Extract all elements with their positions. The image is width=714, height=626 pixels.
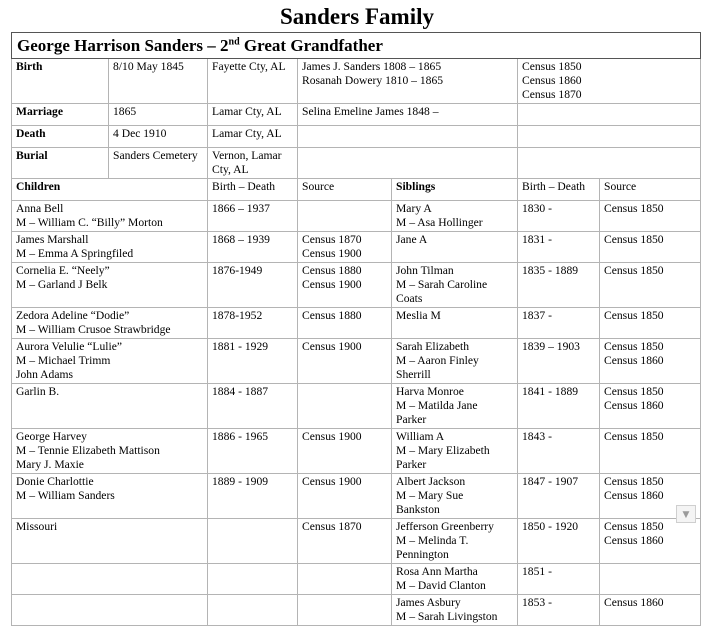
- sibling-source-line: Census 1850: [604, 233, 664, 246]
- sibling-source: [600, 429, 701, 474]
- sibling-name-line: Rosa Ann Martha: [396, 565, 478, 578]
- child-dates: [208, 519, 298, 564]
- sibling-dates: 1850 - 1920: [518, 519, 600, 564]
- sibling-source-line: Census 1860: [604, 489, 664, 502]
- sibling-name-line: M – Mary Elizabeth: [396, 444, 490, 457]
- sibling-source: [600, 201, 701, 232]
- child-source: [298, 384, 392, 429]
- child-source-line: Census 1900: [302, 247, 362, 260]
- child-source: [298, 519, 392, 564]
- sibling-source-line: Census 1850: [604, 264, 664, 277]
- child-name-line: Anna Bell: [16, 202, 64, 215]
- table-row: [12, 339, 701, 384]
- child-name-line: Missouri: [16, 520, 58, 533]
- child-name-line: Garlin B.: [16, 385, 60, 398]
- sibling-name-line: M – Sarah Livingston: [396, 610, 498, 623]
- table-row: [12, 564, 701, 595]
- fact-row: [12, 126, 701, 148]
- child-source-line: Census 1870: [302, 520, 362, 533]
- child-dates: [208, 595, 298, 626]
- fact-detail-line: Rosanah Dowery 1810 – 1865: [302, 74, 444, 87]
- child-source-line: Census 1900: [302, 340, 362, 353]
- sibling-name-line: Parker: [396, 458, 427, 471]
- sibling-source: [600, 519, 701, 564]
- table-row: [12, 232, 701, 263]
- sibling-dates: 1830 -: [518, 201, 600, 232]
- child-source-line: Census 1880: [302, 264, 362, 277]
- sibling-source: [600, 595, 701, 626]
- sibling-name-line: M – Melinda T.: [396, 534, 469, 547]
- fact-place: Lamar Cty, AL: [208, 104, 298, 126]
- child-dates: 1878-1952: [208, 308, 298, 339]
- fact-date: Sanders Cemetery: [109, 148, 208, 179]
- child-name-line: Mary J. Maxie: [16, 458, 84, 471]
- sibling-source: [600, 384, 701, 429]
- sibling-name-line: James Asbury: [396, 596, 461, 609]
- child-name-line: M – Tennie Elizabeth Mattison: [16, 444, 160, 457]
- fact-row: [12, 104, 701, 126]
- sibling-source: [600, 232, 701, 263]
- child-name-line: M – William C. “Billy” Morton: [16, 216, 163, 229]
- child-name: [12, 595, 208, 626]
- child-name-line: M – William Crusoe Strawbridge: [16, 323, 171, 336]
- sibling-dates: 1847 - 1907: [518, 474, 600, 519]
- sibling-dates: 1835 - 1889: [518, 263, 600, 308]
- sibling-source: [600, 339, 701, 384]
- child-source: [298, 232, 392, 263]
- child-dates: 1889 - 1909: [208, 474, 298, 519]
- child-dates: [208, 564, 298, 595]
- child-source: [298, 429, 392, 474]
- child-dates: 1868 – 1939: [208, 232, 298, 263]
- sibling-source-line: Census 1850: [604, 202, 664, 215]
- sibling-name: [392, 308, 518, 339]
- chevron-down-icon[interactable]: ▼: [676, 505, 696, 523]
- fact-detail: [298, 148, 518, 179]
- fact-source-line: Census 1870: [522, 88, 582, 101]
- child-name-line: M – Garland J Belk: [16, 278, 108, 291]
- table-row: [12, 519, 701, 564]
- child-source: [298, 263, 392, 308]
- sibling-name-line: Bankston: [396, 503, 440, 516]
- fact-row: [12, 148, 701, 179]
- sibling-name: [392, 564, 518, 595]
- child-name-line: James Marshall: [16, 233, 89, 246]
- child-source-line: Census 1900: [302, 475, 362, 488]
- sibling-name: [392, 339, 518, 384]
- fact-source-line: Census 1860: [522, 74, 582, 87]
- child-source: [298, 595, 392, 626]
- child-source-line: Census 1870: [302, 233, 362, 246]
- child-source: [298, 564, 392, 595]
- child-source-line: Census 1900: [302, 278, 362, 291]
- sibling-dates: 1839 – 1903: [518, 339, 600, 384]
- sibling-name-line: Harva Monroe: [396, 385, 464, 398]
- sibling-name: [392, 519, 518, 564]
- fact-source: [518, 59, 701, 104]
- child-name: [12, 201, 208, 232]
- sibling-dates: 1843 -: [518, 429, 600, 474]
- sibling-name: [392, 429, 518, 474]
- fact-detail: [298, 59, 518, 104]
- fact-source: [518, 126, 701, 148]
- child-name: [12, 564, 208, 595]
- fact-date: 8/10 May 1845: [109, 59, 208, 104]
- fact-source-line: Census 1850: [522, 60, 582, 73]
- page-title: Sanders Family: [280, 4, 434, 29]
- sibling-name-line: Mary A: [396, 202, 432, 215]
- child-name-line: Aurora Velulie “Lulie”: [16, 340, 123, 353]
- sibling-name-line: M – David Clanton: [396, 579, 486, 592]
- sibling-dates: 1837 -: [518, 308, 600, 339]
- fact-label: Death: [12, 126, 109, 148]
- sibling-name: [392, 595, 518, 626]
- children-header: Children: [12, 179, 208, 201]
- child-name-line: Cornelia E. “Neely”: [16, 264, 110, 277]
- sibling-source-line: Census 1850: [604, 340, 664, 353]
- family-table: [11, 32, 701, 626]
- child-name: [12, 474, 208, 519]
- sibling-source-header: Source: [600, 179, 701, 201]
- child-source: [298, 201, 392, 232]
- child-name-line: George Harvey: [16, 430, 87, 443]
- sibling-source-line: Census 1850: [604, 520, 664, 533]
- child-name-line: M – Michael Trimm: [16, 354, 111, 367]
- sibling-name-line: M – Asa Hollinger: [396, 216, 483, 229]
- sibling-source-line: Census 1860: [604, 399, 664, 412]
- child-name: [12, 232, 208, 263]
- child-source-line: Census 1880: [302, 309, 362, 322]
- fact-label: Burial: [12, 148, 109, 179]
- child-name: [12, 308, 208, 339]
- sibling-name-line: Albert Jackson: [396, 475, 466, 488]
- sibling-source-line: Census 1860: [604, 534, 664, 547]
- child-name-line: M – Emma A Springfiled: [16, 247, 134, 260]
- child-name-line: Donie Charlottie: [16, 475, 94, 488]
- sibling-dates: 1851 -: [518, 564, 600, 595]
- sibling-dates: 1853 -: [518, 595, 600, 626]
- child-name: [12, 339, 208, 384]
- sibling-name: [392, 384, 518, 429]
- fact-label: Marriage: [12, 104, 109, 126]
- sibling-name-line: Jefferson Greenberry: [396, 520, 494, 533]
- fact-place: Lamar Cty, AL: [208, 126, 298, 148]
- sibling-source-line: Census 1850: [604, 309, 664, 322]
- table-row: [12, 308, 701, 339]
- child-dates: 1866 – 1937: [208, 201, 298, 232]
- sibling-name: [392, 201, 518, 232]
- siblings-header: Siblings: [392, 179, 518, 201]
- child-name-line: Zedora Adeline “Dodie”: [16, 309, 130, 322]
- sibling-name: [392, 232, 518, 263]
- sibling-name-line: Pennington: [396, 548, 449, 561]
- header-row: [12, 179, 701, 201]
- sibling-source-line: Census 1850: [604, 385, 664, 398]
- table-row: [12, 595, 701, 626]
- fact-place: Vernon, Lamar Cty, AL: [208, 148, 298, 179]
- sibling-name-line: John Tilman: [396, 264, 454, 277]
- sibling-source-line: Census 1860: [604, 596, 664, 609]
- sibling-name-line: M – Matilda Jane: [396, 399, 478, 412]
- fact-date: 1865: [109, 104, 208, 126]
- child-name: [12, 384, 208, 429]
- sibling-name-line: M – Aaron Finley: [396, 354, 479, 367]
- child-name: [12, 519, 208, 564]
- sibling-source: [600, 263, 701, 308]
- fact-detail: [298, 126, 518, 148]
- sibling-name-line: William A: [396, 430, 445, 443]
- child-source: [298, 474, 392, 519]
- fact-detail-line: James J. Sanders 1808 – 1865: [302, 60, 442, 73]
- sibling-source-line: Census 1850: [604, 430, 664, 443]
- child-name-line: John Adams: [16, 368, 74, 381]
- fact-row: [12, 59, 701, 104]
- fact-detail: [298, 104, 518, 126]
- child-dates-header: Birth – Death: [208, 179, 298, 201]
- sibling-source: [600, 308, 701, 339]
- child-name-line: M – William Sanders: [16, 489, 115, 502]
- sibling-name-line: Parker: [396, 413, 427, 426]
- table-row: [12, 201, 701, 232]
- sibling-name-line: M – Sarah Caroline: [396, 278, 488, 291]
- fact-detail-line: Selina Emeline James 1848 –: [302, 105, 439, 118]
- sibling-name-line: Sherrill: [396, 368, 431, 381]
- sibling-name-line: Meslia M: [396, 309, 441, 322]
- child-source: [298, 339, 392, 384]
- sibling-dates: 1831 -: [518, 232, 600, 263]
- child-source-line: Census 1900: [302, 430, 362, 443]
- child-dates: 1884 - 1887: [208, 384, 298, 429]
- fact-date: 4 Dec 1910: [109, 126, 208, 148]
- table-row: [12, 263, 701, 308]
- child-dates: 1886 - 1965: [208, 429, 298, 474]
- sibling-name-line: Sarah Elizabeth: [396, 340, 470, 353]
- child-source-header: Source: [298, 179, 392, 201]
- sibling-source: [600, 564, 701, 595]
- table-row: [12, 384, 701, 429]
- sibling-dates: 1841 - 1889: [518, 384, 600, 429]
- sibling-source-line: Census 1860: [604, 354, 664, 367]
- person-title: George Harrison Sanders – 2nd Great Grandfather: [12, 33, 701, 59]
- sibling-dates-header: Birth – Death: [518, 179, 600, 201]
- sibling-name: [392, 474, 518, 519]
- table-row: [12, 429, 701, 474]
- fact-place: Fayette Cty, AL: [208, 59, 298, 104]
- fact-label: Birth: [12, 59, 109, 104]
- child-dates: 1876-1949: [208, 263, 298, 308]
- child-source: [298, 308, 392, 339]
- child-dates: 1881 - 1929: [208, 339, 298, 384]
- child-name: [12, 263, 208, 308]
- sibling-source-line: Census 1850: [604, 475, 664, 488]
- sibling-name-line: Coats: [396, 292, 423, 305]
- sibling-name-line: Jane A: [396, 233, 428, 246]
- fact-source: [518, 148, 701, 179]
- child-name: [12, 429, 208, 474]
- sibling-name-line: M – Mary Sue: [396, 489, 464, 502]
- fact-source: [518, 104, 701, 126]
- table-row: [12, 474, 701, 519]
- sibling-name: [392, 263, 518, 308]
